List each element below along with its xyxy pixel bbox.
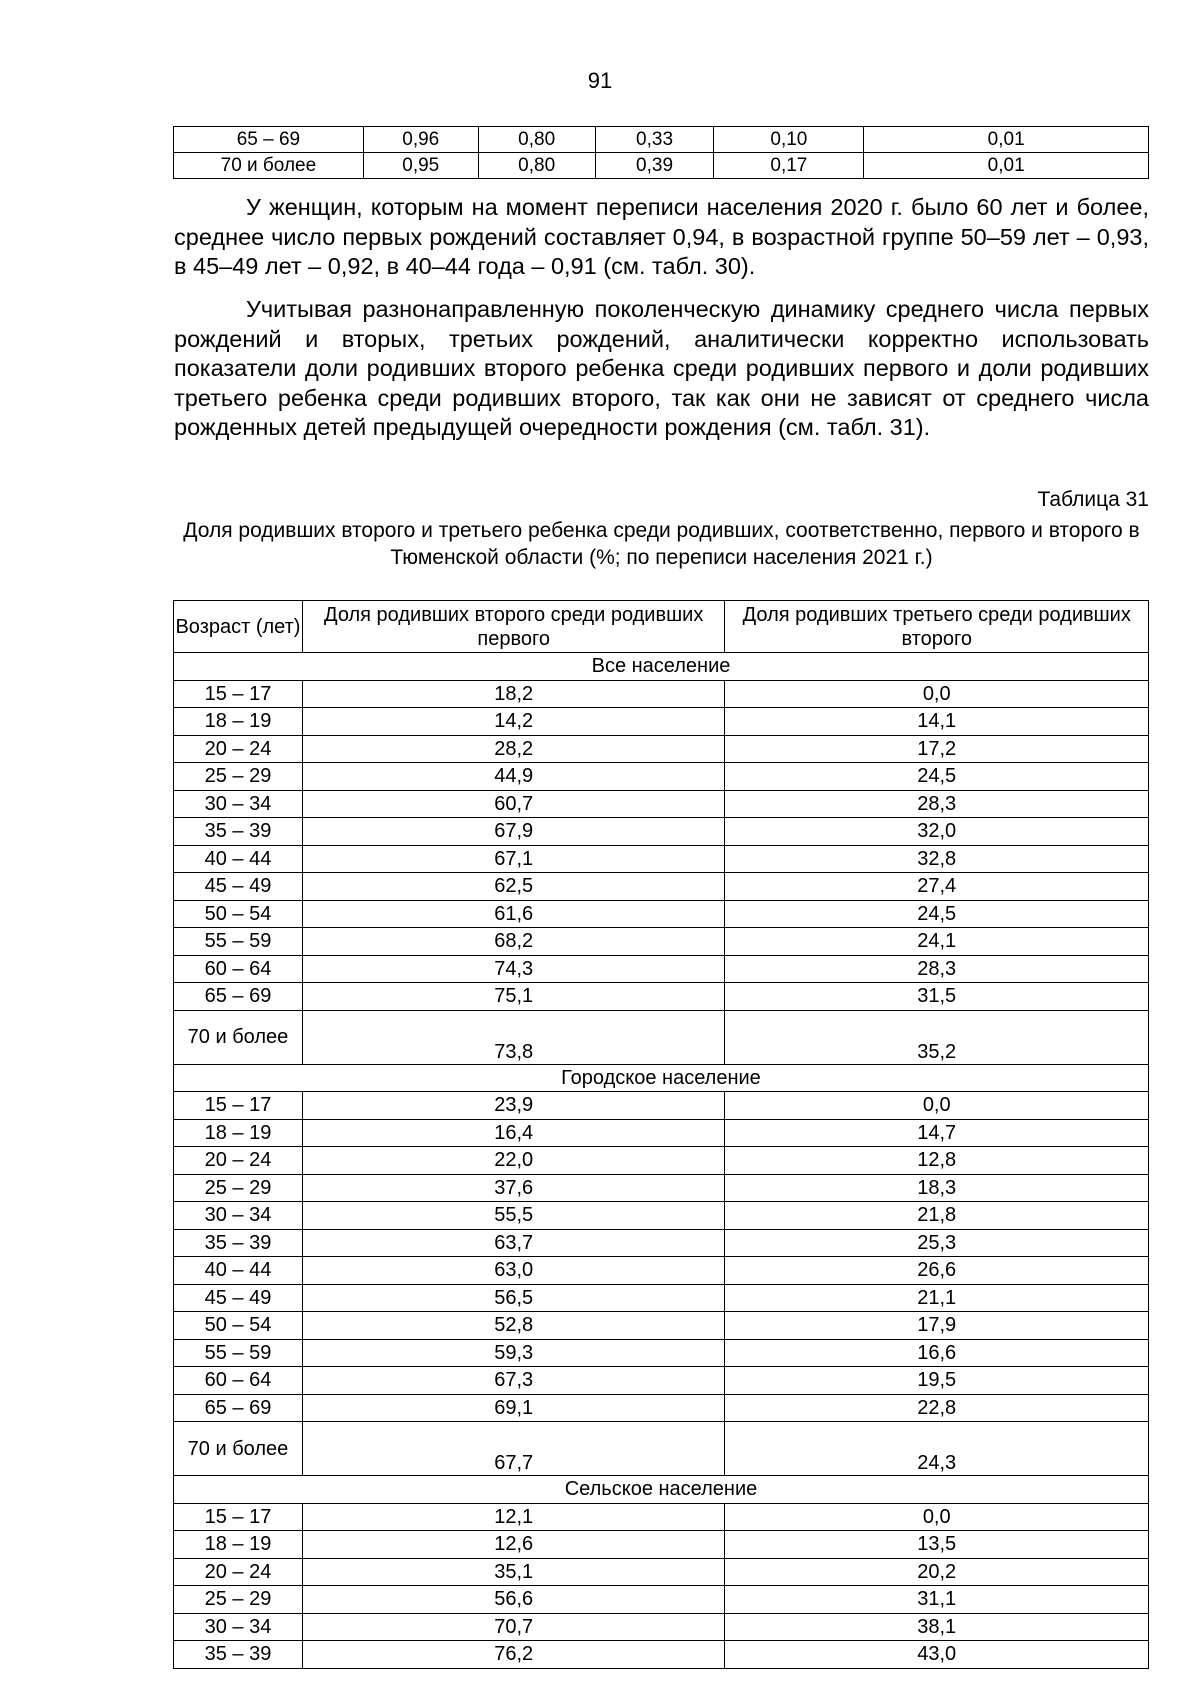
value-cell: 21,1 <box>725 1284 1149 1312</box>
value-cell: 56,6 <box>302 1586 725 1614</box>
value-cell: 24,1 <box>725 928 1149 956</box>
age-cell: 20 – 24 <box>174 1558 303 1586</box>
value-cell: 35,2 <box>725 1010 1149 1064</box>
table-row <box>174 955 1149 983</box>
value-cell: 63,7 <box>302 1229 725 1257</box>
table-row <box>174 873 1149 901</box>
age-cell: 25 – 29 <box>174 763 303 791</box>
value-cell: 28,3 <box>725 955 1149 983</box>
value-cell: 25,3 <box>725 1229 1149 1257</box>
table-cell: 65 – 69 <box>174 127 364 153</box>
table-row <box>174 1229 1149 1257</box>
age-cell: 40 – 44 <box>174 1257 303 1285</box>
age-cell: 25 – 29 <box>174 1586 303 1614</box>
table-row <box>174 1119 1149 1147</box>
value-cell: 28,3 <box>725 790 1149 818</box>
table-row <box>174 900 1149 928</box>
age-cell: 65 – 69 <box>174 983 303 1011</box>
value-cell: 14,2 <box>302 708 725 736</box>
value-cell: 21,8 <box>725 1202 1149 1230</box>
value-cell: 60,7 <box>302 790 725 818</box>
paragraph-first-births: У женщин, которым на момент переписи населения 2020 г. было 60 лет и более, среднее число первых рождений составляет 0,94, в возрастной группе 50–59 лет – 0,93, в 45–49 лет – 0,92, в 40–44 года – 0,91 (см. табл. 30). <box>174 194 1149 279</box>
section-title: Сельское население <box>174 1476 1149 1504</box>
value-cell: 22,0 <box>302 1147 725 1175</box>
age-cell: 50 – 54 <box>174 1312 303 1340</box>
value-cell: 73,8 <box>302 1010 725 1064</box>
paragraph-methodology: Учитывая разнонаправленную поколенческую динамику среднего числа первых рождений и вторых, третьих рождений, аналитически корректно использовать показатели доли родивших второго ребенка среди родивших первого и доли родивших третьего ребенка среди родивших второго, так как они не зависят от среднего числа рожденных детей предыдущей очередности рождения (см. табл. 31). <box>174 296 1149 440</box>
table-cell: 0,17 <box>714 153 864 179</box>
age-cell: 65 – 69 <box>174 1394 303 1422</box>
table-cell: 0,39 <box>595 153 714 179</box>
value-cell: 67,1 <box>302 845 725 873</box>
value-cell: 18,2 <box>302 680 725 708</box>
table-cell: 0,33 <box>595 127 714 153</box>
header-second-share: Доля родивших второго среди родивших первого <box>302 601 725 653</box>
table-cell: 0,95 <box>363 153 478 179</box>
value-cell: 37,6 <box>302 1174 725 1202</box>
age-cell: 60 – 64 <box>174 955 303 983</box>
table-row <box>174 1312 1149 1340</box>
age-cell: 45 – 49 <box>174 1284 303 1312</box>
age-cell: 30 – 34 <box>174 1613 303 1641</box>
table-row <box>174 1367 1149 1395</box>
age-cell: 50 – 54 <box>174 900 303 928</box>
age-cell: 15 – 17 <box>174 1503 303 1531</box>
value-cell: 22,8 <box>725 1394 1149 1422</box>
value-cell: 14,7 <box>725 1119 1149 1147</box>
table-row <box>174 1257 1149 1285</box>
value-cell: 27,4 <box>725 873 1149 901</box>
table-cell: 0,80 <box>478 127 595 153</box>
table-row <box>174 1586 1149 1614</box>
value-cell: 24,5 <box>725 900 1149 928</box>
table-cell: 0,96 <box>363 127 478 153</box>
value-cell: 26,6 <box>725 1257 1149 1285</box>
table-row <box>174 1503 1149 1531</box>
value-cell: 76,2 <box>302 1641 725 1669</box>
section-row <box>174 1476 1149 1504</box>
value-cell: 43,0 <box>725 1641 1149 1669</box>
value-cell: 32,8 <box>725 845 1149 873</box>
age-cell: 60 – 64 <box>174 1367 303 1395</box>
value-cell: 0,0 <box>725 1503 1149 1531</box>
value-cell: 16,6 <box>725 1339 1149 1367</box>
page-number: 91 <box>587 68 613 93</box>
table-cell: 0,01 <box>864 127 1149 153</box>
value-cell: 16,4 <box>302 1119 725 1147</box>
age-cell: 70 и более <box>174 1010 303 1064</box>
value-cell: 63,0 <box>302 1257 725 1285</box>
section-row <box>174 653 1149 681</box>
table-row <box>174 1531 1149 1559</box>
value-cell: 12,1 <box>302 1503 725 1531</box>
table-row <box>174 708 1149 736</box>
value-cell: 23,9 <box>302 1092 725 1120</box>
section-row <box>174 1064 1149 1092</box>
value-cell: 28,2 <box>302 735 725 763</box>
age-cell: 35 – 39 <box>174 1229 303 1257</box>
value-cell: 13,5 <box>725 1531 1149 1559</box>
table-row <box>174 763 1149 791</box>
section-title: Все население <box>174 653 1149 681</box>
value-cell: 52,8 <box>302 1312 725 1340</box>
table-row <box>174 1092 1149 1120</box>
value-cell: 68,2 <box>302 928 725 956</box>
value-cell: 24,3 <box>725 1422 1149 1476</box>
header-age: Возраст (лет) <box>174 601 303 653</box>
value-cell: 75,1 <box>302 983 725 1011</box>
table-row <box>174 1558 1149 1586</box>
value-cell: 14,1 <box>725 708 1149 736</box>
age-cell: 35 – 39 <box>174 1641 303 1669</box>
header-third-share: Доля родивших третьего среди родивших второго <box>725 601 1149 653</box>
value-cell: 0,0 <box>725 680 1149 708</box>
value-cell: 17,9 <box>725 1312 1149 1340</box>
age-cell: 70 и более <box>174 1422 303 1476</box>
table-row <box>174 735 1149 763</box>
age-cell: 35 – 39 <box>174 818 303 846</box>
table-row <box>174 1284 1149 1312</box>
value-cell: 12,6 <box>302 1531 725 1559</box>
value-cell: 67,3 <box>302 1367 725 1395</box>
table-row <box>174 1202 1149 1230</box>
value-cell: 55,5 <box>302 1202 725 1230</box>
age-cell: 25 – 29 <box>174 1174 303 1202</box>
value-cell: 59,3 <box>302 1339 725 1367</box>
value-cell: 67,9 <box>302 818 725 846</box>
age-cell: 18 – 19 <box>174 708 303 736</box>
table-row <box>174 1010 1149 1064</box>
value-cell: 69,1 <box>302 1394 725 1422</box>
table-row <box>174 1174 1149 1202</box>
table-row <box>174 1422 1149 1476</box>
table-row <box>174 1641 1149 1669</box>
age-cell: 45 – 49 <box>174 873 303 901</box>
age-cell: 30 – 34 <box>174 1202 303 1230</box>
age-cell: 30 – 34 <box>174 790 303 818</box>
value-cell: 56,5 <box>302 1284 725 1312</box>
table-cell: 0,10 <box>714 127 864 153</box>
value-cell: 0,0 <box>725 1092 1149 1120</box>
table-label: Таблица 31 <box>1037 488 1149 511</box>
table-cell: 0,80 <box>478 153 595 179</box>
value-cell: 44,9 <box>302 763 725 791</box>
table-row <box>174 983 1149 1011</box>
age-cell: 18 – 19 <box>174 1531 303 1559</box>
table-row <box>174 1394 1149 1422</box>
previous-table-continuation <box>173 126 1149 179</box>
age-cell: 20 – 24 <box>174 1147 303 1175</box>
age-cell: 40 – 44 <box>174 845 303 873</box>
table-row <box>174 153 1149 179</box>
section-title: Городское население <box>174 1064 1149 1092</box>
table-row <box>174 127 1149 153</box>
value-cell: 70,7 <box>302 1613 725 1641</box>
table-row <box>174 818 1149 846</box>
table-cell: 0,01 <box>864 153 1149 179</box>
value-cell: 31,5 <box>725 983 1149 1011</box>
value-cell: 67,7 <box>302 1422 725 1476</box>
table-row <box>174 1147 1149 1175</box>
value-cell: 31,1 <box>725 1586 1149 1614</box>
table-cell: 70 и более <box>174 153 364 179</box>
value-cell: 35,1 <box>302 1558 725 1586</box>
age-cell: 55 – 59 <box>174 1339 303 1367</box>
value-cell: 18,3 <box>725 1174 1149 1202</box>
age-cell: 15 – 17 <box>174 1092 303 1120</box>
table-row <box>174 845 1149 873</box>
age-cell: 18 – 19 <box>174 1119 303 1147</box>
age-cell: 55 – 59 <box>174 928 303 956</box>
table-row <box>174 928 1149 956</box>
value-cell: 62,5 <box>302 873 725 901</box>
table-31 <box>173 600 1149 1669</box>
value-cell: 74,3 <box>302 955 725 983</box>
value-cell: 20,2 <box>725 1558 1149 1586</box>
value-cell: 17,2 <box>725 735 1149 763</box>
value-cell: 32,0 <box>725 818 1149 846</box>
table-row <box>174 1613 1149 1641</box>
table-row <box>174 680 1149 708</box>
age-cell: 15 – 17 <box>174 680 303 708</box>
table-header-row <box>174 601 1149 653</box>
table-caption: Доля родивших второго и третьего ребенка среди родивших, соответственно, первого и второго в Тюменской области (%; по переписи населения 2021 г.) <box>183 519 1140 569</box>
value-cell: 12,8 <box>725 1147 1149 1175</box>
table-row <box>174 1339 1149 1367</box>
table-row <box>174 790 1149 818</box>
value-cell: 24,5 <box>725 763 1149 791</box>
value-cell: 61,6 <box>302 900 725 928</box>
age-cell: 20 – 24 <box>174 735 303 763</box>
value-cell: 38,1 <box>725 1613 1149 1641</box>
value-cell: 19,5 <box>725 1367 1149 1395</box>
